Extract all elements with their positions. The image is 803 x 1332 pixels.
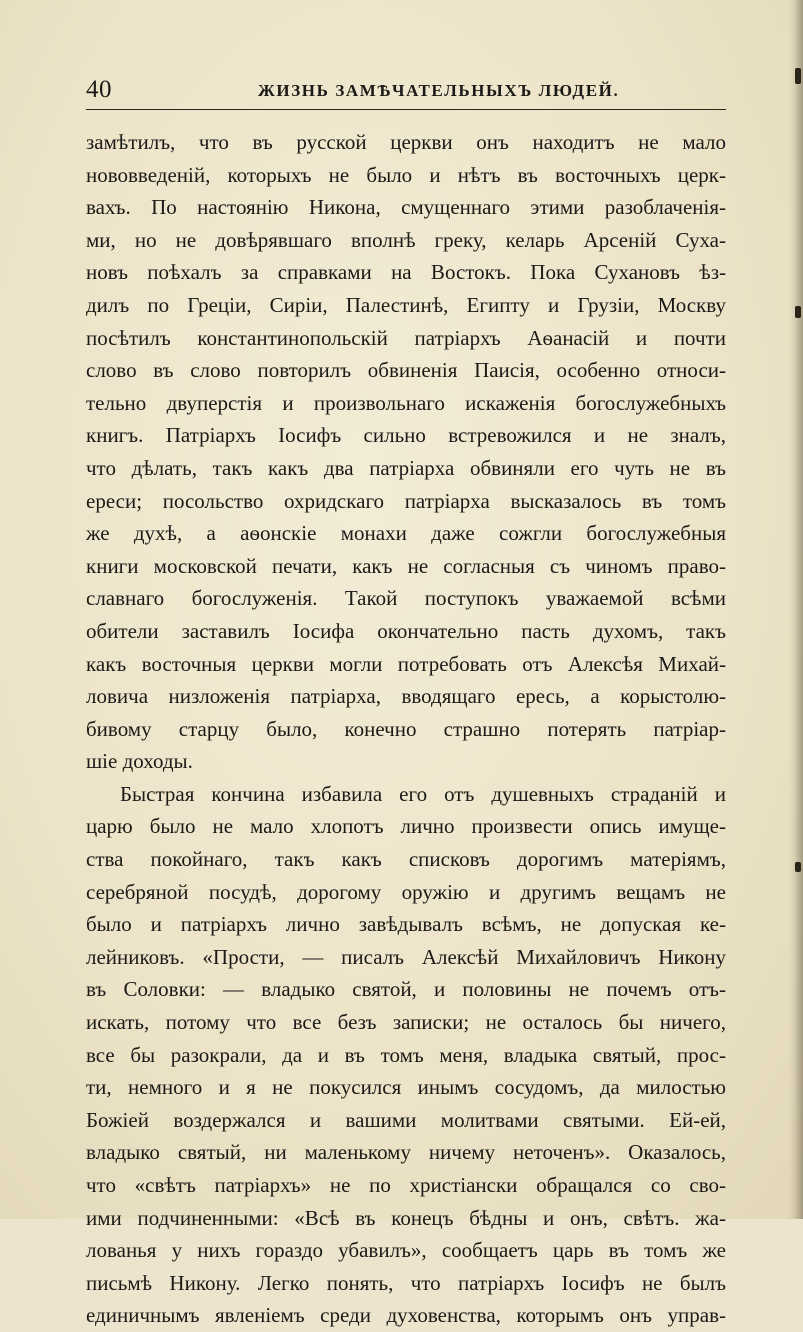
text-line: единичнымъ явленіемъ среди духовенства, которымъ онъ управ- <box>86 1303 726 1328</box>
text-line: же духѣ, а аѳонскіе монахи даже сожгли богослужебныя <box>86 521 726 546</box>
text-line: искать, потому что все безъ записки; не осталось бы ничего, <box>86 1010 726 1035</box>
text-line: ими подчиненными: «Всѣ въ конецъ бѣдны и онъ, свѣтъ. жа- <box>86 1205 726 1230</box>
text-line: въ Соловки: — владыко святой, и половины не почемъ отъ- <box>86 977 726 1002</box>
text-line: замѣтилъ, что въ русской церкви онъ находитъ не мало <box>86 130 726 154</box>
text-line: тельно двуперстія и произвольнаго искаженія богослужебныхъ <box>86 390 726 415</box>
text-line: что «свѣтъ патріархъ» не по христіански обращался со сво- <box>86 1173 726 1197</box>
page-edge-shadow <box>789 0 803 1219</box>
text-line: славнаго богослуженія. Такой поступокъ уважаемой всѣми <box>86 586 726 611</box>
text-line: ти, немного и я не покусился инымъ сосудомъ, да милостью <box>86 1075 726 1100</box>
text-line: вахъ. По настоянію Никона, смущеннаго этими разоблаченія- <box>86 195 726 220</box>
text-line: обители заставилъ Іосифа окончательно пасть духомъ, такъ <box>86 618 726 643</box>
page-number: 40 <box>86 76 112 103</box>
edge-mark <box>795 68 801 84</box>
text-line: ства покойнаго, такъ какъ списковъ дорогимъ матеріямъ, <box>86 847 726 872</box>
text-line: что дѣлать, такъ какъ два патріарха обвиняли его чуть не въ <box>86 455 726 480</box>
text-line: ереси; посольство охридскаго патріарха высказалось въ томъ <box>86 488 726 513</box>
text-line: бивому старцу было, конечно страшно потерять патріар- <box>86 716 726 741</box>
header-rule <box>86 109 726 110</box>
text-line: посѣтилъ константинопольскій патріархъ Аѳанасій и почти <box>86 325 726 350</box>
text-line: ловича низложенія патріарха, вводящаго ересь, а корыстолю- <box>86 684 726 709</box>
body-text <box>86 126 726 1332</box>
running-head: ЖИЗНЬ ЗАМѢЧАТЕЛЬНЫХЪ ЛЮДЕЙ. <box>258 81 620 100</box>
text-line: новъ поѣхалъ за справками на Востокъ. Пока Сухановъ ѣз- <box>86 260 726 285</box>
text-line: царю было не мало хлопотъ лично произвести опись имуще- <box>86 814 726 839</box>
text-line: нововведеній, которыхъ не было и нѣтъ въ восточныхъ церк- <box>86 162 726 187</box>
text-line: Быстрая кончина избавила его отъ душевныхъ страданій и <box>120 781 726 806</box>
text-line: шіе доходы. <box>86 749 193 774</box>
text-line: все бы разокрали, да и въ томъ меня, владыка святый, прос- <box>86 1042 726 1067</box>
text-line: владыко святый, ни маленькому ничему неточенъ». Оказалось, <box>86 1140 726 1165</box>
text-line: лейниковъ. «Прости, — писалъ Алексѣй Михайловичъ Никону <box>86 944 726 969</box>
edge-mark <box>795 306 801 318</box>
text-line: письмѣ Никону. Легко понять, что патріархъ Іосифъ не былъ <box>86 1270 726 1295</box>
text-line: лованья у нихъ гораздо убавилъ», сообщаетъ царь въ томъ же <box>86 1238 726 1263</box>
text-line: дилъ по Греціи, Сиріи, Палестинѣ, Египту и Грузіи, Москву <box>86 292 726 317</box>
text-line: слово въ слово повторилъ обвиненія Паисія, особенно относи- <box>86 358 726 383</box>
text-line: ми, но не довѣрявшаго вполнѣ греку, келарь Арсеній Суха- <box>86 227 726 252</box>
text-line: книгъ. Патріархъ Іосифъ сильно встревожился и не зналъ, <box>86 423 726 448</box>
text-line: Божіей воздержался и вашими молитвами святыми. Ей-ей, <box>86 1107 726 1132</box>
text-line: какъ восточныя церкви могли потребовать отъ Алексѣя Михай- <box>86 651 726 676</box>
text-line: книги московской печати, какъ не согласныя съ чиномъ право- <box>86 553 726 578</box>
text-line: было и патріархъ лично завѣдывалъ всѣмъ, не допуская ке- <box>86 912 726 937</box>
edge-mark <box>795 862 801 872</box>
page-header <box>86 76 726 106</box>
text-line: серебряной посудѣ, дорогому оружію и другимъ вещамъ не <box>86 879 726 904</box>
